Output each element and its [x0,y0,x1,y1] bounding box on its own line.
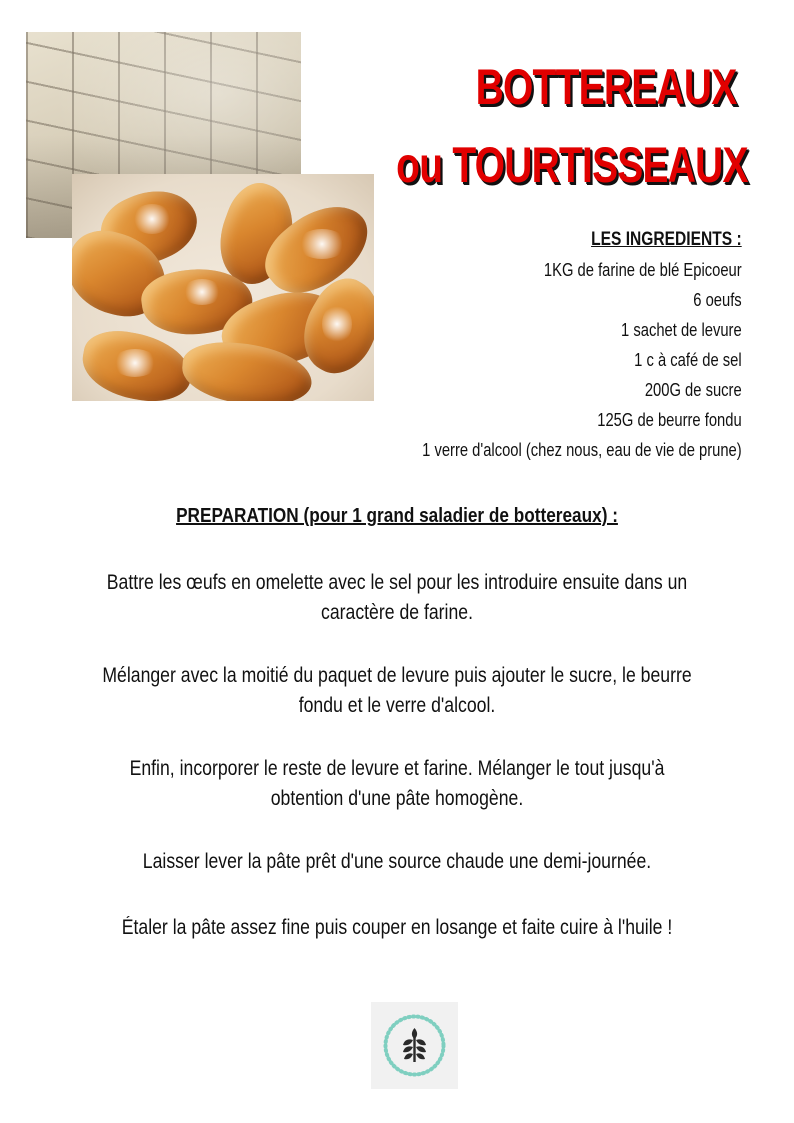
sugar-dust [297,229,347,259]
preparation-step: Étaler la pâte assez fine puis couper en losange et faite cuire à l'huile ! [121,916,673,939]
preparation-step: Enfin, incorporer le reste de levure et farine. Mélanger le tout jusqu'à obtention d'une pâte homogène. [129,757,665,810]
wheat-wreath-logo [371,1002,458,1089]
ingredient-item: 125G de beurre fondu [597,410,742,430]
preparation-step: Battre les œufs en omelette avec le sel pour les introduire ensuite dans un caractère de farine. [106,571,688,624]
wheat-wreath-icon [371,1002,458,1089]
sugar-dust [322,304,352,344]
fried-bottereaux-photo [72,174,374,401]
preparation-steps [40,568,754,976]
ingredient-item: 1 verre d'alcool (chez nous, eau de vie de prune) [422,440,742,460]
preparation-heading: PREPARATION (pour 1 grand saladier de bottereaux) : [176,505,618,527]
preparation-step: Mélanger avec la moitié du paquet de levure puis ajouter le sucre, le beurre fondu et le verre d'alcool. [102,664,692,717]
sugar-dust [182,279,222,305]
ingredient-item: 1 c à café de sel [634,350,742,370]
sugar-dust [132,204,172,234]
ingredients-section [352,229,742,465]
ingredients-heading: LES INGREDIENTS : [591,229,742,250]
sugar-dust [112,349,158,377]
title-line-2: ou TOURTISSEAUX [396,137,748,193]
ingredient-item: 1KG de farine de blé Epicoeur [544,260,742,280]
title-line-1: BOTTEREAUX [475,59,736,115]
preparation-step: Laisser lever la pâte prêt d'une source chaude une demi-journée. [142,850,652,873]
ingredient-item: 1 sachet de levure [621,320,742,340]
ingredient-item: 6 oeufs [693,290,742,310]
ingredients-list [352,255,742,465]
ingredient-item: 200G de sucre [645,380,742,400]
